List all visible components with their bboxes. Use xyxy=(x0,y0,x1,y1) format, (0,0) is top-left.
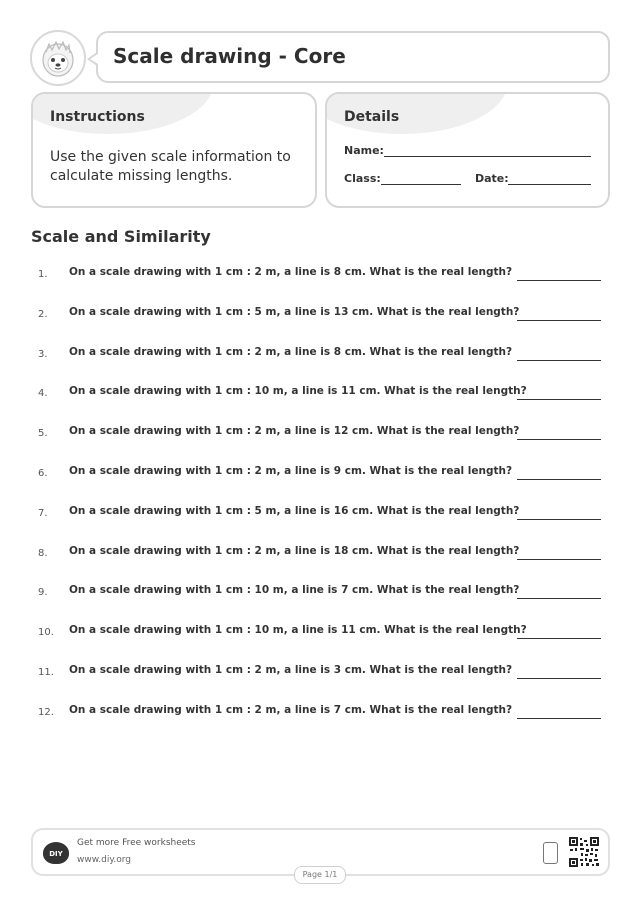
question-number: 11. xyxy=(38,667,54,678)
question-number: 1. xyxy=(38,269,48,280)
question-text: On a scale drawing with 1 cm : 2 m, a line is 12 cm. What is the real length? xyxy=(69,425,520,438)
answer-line[interactable] xyxy=(517,638,601,639)
page-indicator: Page 1/1 xyxy=(294,866,346,884)
question-row xyxy=(0,584,640,604)
name-field[interactable] xyxy=(384,156,591,157)
answer-line[interactable] xyxy=(517,479,601,480)
question-number: 7. xyxy=(38,507,48,519)
question-number: 4. xyxy=(38,388,48,400)
question-number: 8. xyxy=(38,547,48,559)
question-text: On a scale drawing with 1 cm : 2 m, a line is 3 cm. What is the real length? xyxy=(69,664,513,676)
question-number: 3. xyxy=(38,348,48,360)
instructions-text: Use the given scale information to calculate missing lengths. xyxy=(50,149,291,184)
details-panel xyxy=(325,92,610,208)
question-number: 12. xyxy=(38,706,54,718)
footer-url[interactable]: www.diy.org xyxy=(77,855,131,865)
class-label: Class: xyxy=(344,172,381,185)
question-row xyxy=(0,266,640,286)
name-label: Name: xyxy=(344,144,384,157)
answer-line[interactable] xyxy=(517,280,601,281)
footer-title: Get more Free worksheets xyxy=(77,838,196,848)
answer-line[interactable] xyxy=(517,718,601,719)
question-row xyxy=(0,664,640,684)
instructions-heading: Instructions xyxy=(50,109,145,125)
date-field[interactable] xyxy=(508,184,591,185)
title-box xyxy=(96,31,610,83)
question-number: 9. xyxy=(38,587,48,599)
question-text: On a scale drawing with 1 cm : 2 m, a line is 9 cm. What is the real length? xyxy=(69,465,513,477)
question-row xyxy=(0,704,640,724)
question-number: 2. xyxy=(38,308,48,320)
question-row xyxy=(0,425,640,445)
question-row xyxy=(0,624,640,644)
question-text: On a scale drawing with 1 cm : 2 m, a line is 8 cm. What is the real length? xyxy=(69,266,513,278)
question-number: 6. xyxy=(38,468,48,479)
question-text: On a scale drawing with 1 cm : 5 m, a line is 16 cm. What is the real length? xyxy=(69,504,520,517)
question-text: On a scale drawing with 1 cm : 2 m, a line is 8 cm. What is the real length? xyxy=(69,345,513,358)
question-text: On a scale drawing with 1 cm : 10 m, a line is 7 cm. What is the real length? xyxy=(69,584,520,597)
answer-line[interactable] xyxy=(517,598,601,599)
answer-line[interactable] xyxy=(517,678,601,679)
question-row xyxy=(0,505,640,525)
diy-logo-icon: DIY xyxy=(43,842,69,864)
date-label: Date: xyxy=(475,172,509,185)
answer-line[interactable] xyxy=(517,519,601,520)
question-text: On a scale drawing with 1 cm : 2 m, a line is 18 cm. What is the real length? xyxy=(69,544,520,557)
question-text: On a scale drawing with 1 cm : 10 m, a line is 11 cm. What is the real length? xyxy=(69,385,527,398)
instructions-panel xyxy=(31,92,317,208)
question-row xyxy=(0,385,640,405)
phone-scan-icon xyxy=(543,842,558,864)
answer-line[interactable] xyxy=(517,439,601,440)
question-row xyxy=(0,346,640,366)
question-text: On a scale drawing with 1 cm : 2 m, a line is 7 cm. What is the real length? xyxy=(69,703,513,716)
page-title: Scale drawing - Core xyxy=(113,44,346,68)
answer-line[interactable] xyxy=(517,360,601,361)
answer-line[interactable] xyxy=(517,559,601,560)
question-number: 5. xyxy=(38,428,48,440)
section-heading: Scale and Similarity xyxy=(31,227,211,246)
question-number: 10. xyxy=(38,627,54,639)
mascot-icon xyxy=(30,30,86,86)
question-text: On a scale drawing with 1 cm : 10 m, a line is 11 cm. What is the real length? xyxy=(69,624,527,637)
answer-line[interactable] xyxy=(517,399,601,400)
details-heading: Details xyxy=(344,109,400,125)
question-row xyxy=(0,306,640,326)
question-row xyxy=(0,545,640,565)
qr-code-icon xyxy=(569,837,599,867)
answer-line[interactable] xyxy=(517,320,601,321)
question-row xyxy=(0,465,640,485)
question-text: On a scale drawing with 1 cm : 5 m, a line is 13 cm. What is the real length? xyxy=(69,305,520,318)
class-field[interactable] xyxy=(381,184,461,185)
